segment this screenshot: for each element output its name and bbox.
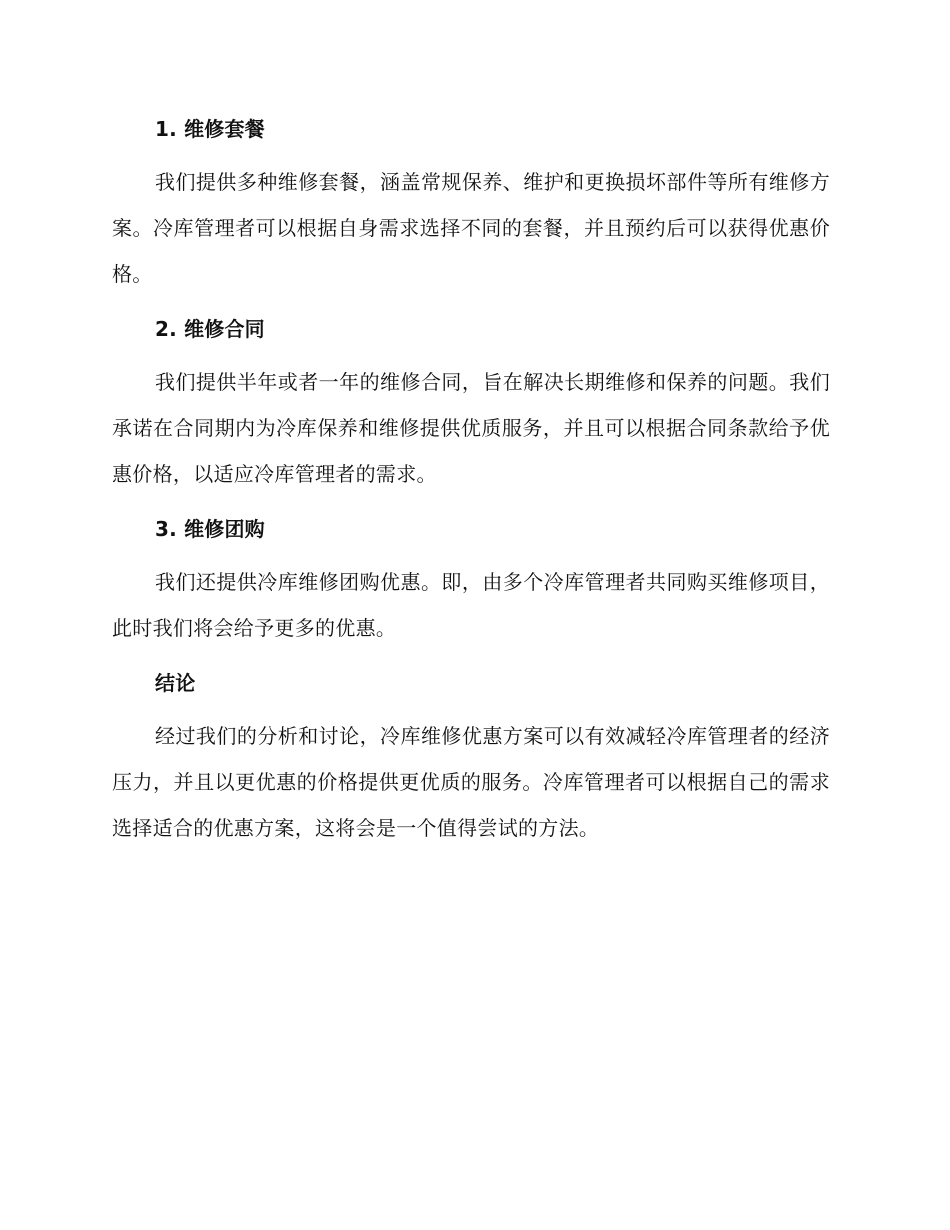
section-heading-group-buy: 3. 维修团购 — [155, 517, 265, 541]
section-body-packages: 我们提供多种维修套餐，涵盖常规保养、维护和更换损坏部件等所有维修方案。冷库管理者可以根据自身需求选择不同的套餐，并且预约后可以获得优惠价格。 — [112, 170, 830, 286]
section-body-contract: 我们提供半年或者一年的维修合同，旨在解决长期维修和保养的问题。我们承诺在合同期内为冷库保养和维修提供优质服务，并且可以根据合同条款给予优惠价格，以适应冷库管理者的需求。 — [112, 370, 830, 486]
section-heading-conclusion: 结论 — [155, 671, 196, 695]
section-body-group-buy: 我们还提供冷库维修团购优惠。即，由多个冷库管理者共同购买维修项目，此时我们将会给予更多的优惠。 — [112, 570, 830, 640]
section-heading-packages: 1. 维修套餐 — [155, 117, 265, 141]
section-heading-contract: 2. 维修合同 — [155, 317, 265, 341]
document-page — [112, 112, 830, 851]
section-body-conclusion: 经过我们的分析和讨论，冷库维修优惠方案可以有效减轻冷库管理者的经济压力，并且以更优惠的价格提供更优质的服务。冷库管理者可以根据自己的需求选择适合的优惠方案，这将会是一个值得尝试的方法。 — [112, 724, 830, 840]
